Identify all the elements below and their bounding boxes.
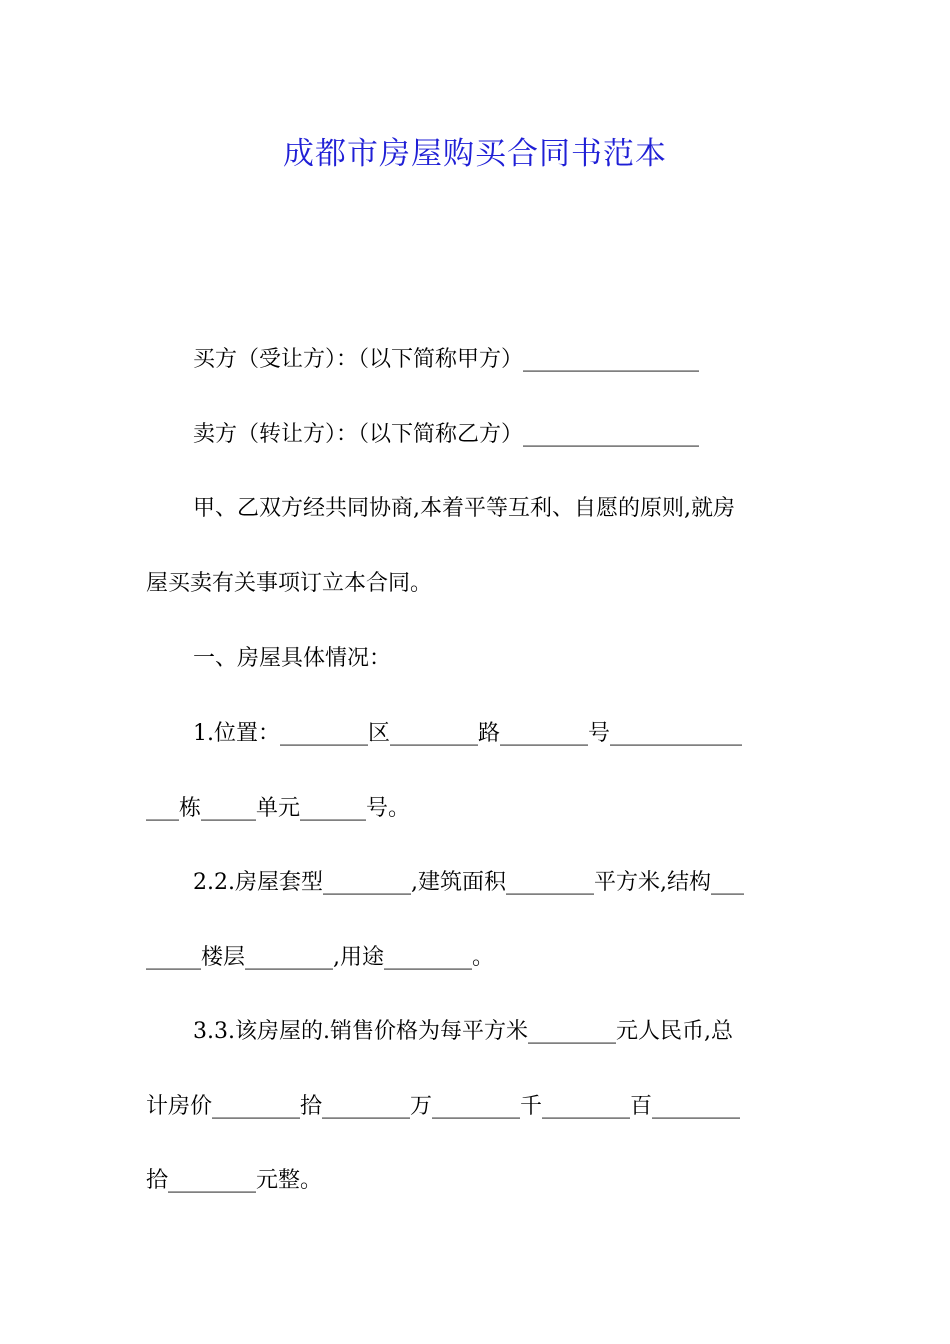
location-line-1: 1.位置：________区________路________号____________ bbox=[193, 721, 742, 746]
house-type-line-2: _____楼层________,用途________。 bbox=[146, 945, 494, 970]
seller-line: 卖方（转让方）：（以下简称乙方）________________ bbox=[193, 422, 700, 447]
price-line-2: 计房价________拾________万________千________百________ bbox=[146, 1094, 741, 1119]
intro-paragraph-line-2: 屋买卖有关事项订立本合同。 bbox=[146, 571, 433, 596]
location-line-2: ___栋_____单元______号。 bbox=[146, 796, 411, 821]
buyer-line: 买方（受让方）：（以下简称甲方）________________ bbox=[193, 347, 700, 372]
price-line-3: 拾________元整。 bbox=[146, 1168, 323, 1193]
price-line-1: 3.3.该房屋的.销售价格为每平方米________元人民币,总 bbox=[193, 1019, 733, 1044]
document-title: 成都市房屋购买合同书范本 bbox=[283, 136, 667, 172]
house-type-line-1: 2.2.房屋套型________,建筑面积________平方米,结构___ bbox=[193, 870, 744, 895]
section-heading: 一、房屋具体情况： bbox=[193, 646, 392, 671]
intro-paragraph-line-1: 甲、乙双方经共同协商,本着平等互利、自愿的原则,就房 bbox=[193, 496, 735, 521]
